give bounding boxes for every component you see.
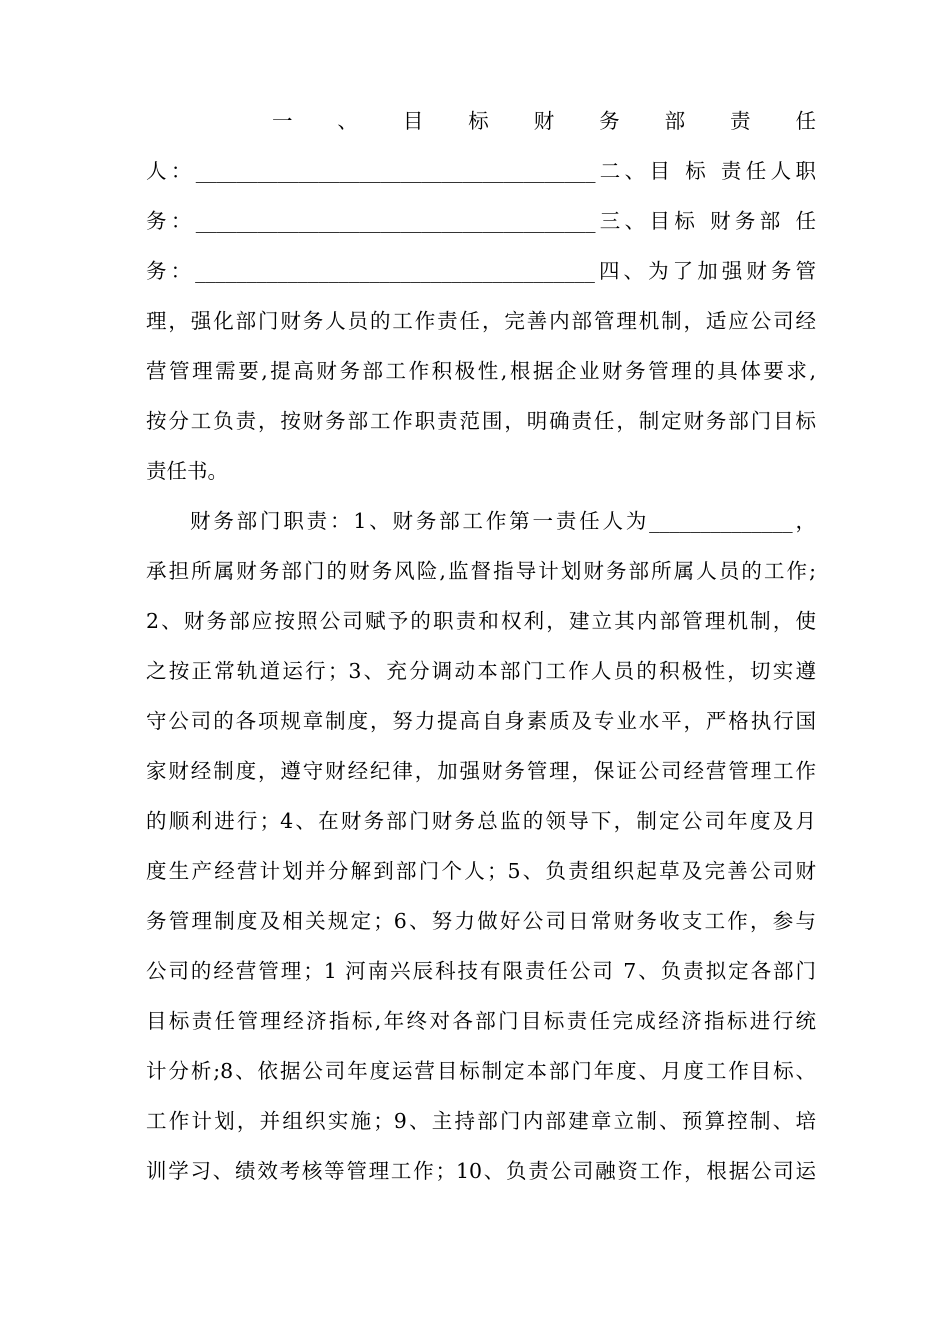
text-line: 务管理制度及相关规定；6、努力做好公司日常财务收支工作，参与 (146, 909, 816, 933)
text-line: 计分析;8、依据公司年度运营目标制定本部门年度、月度工作目标、 (146, 1059, 816, 1083)
text-line: 工作计划，并组织实施；9、主持部门内部建章立制、预算控制、培 (146, 1109, 816, 1133)
paragraph-first-line: 财务部门职责：1、财务部工作第一责任人为______________， (190, 509, 816, 533)
text-line: 守公司的各项规章制度，努力提高自身素质及专业水平，严格执行国 (146, 709, 816, 733)
text-line: 人：_______________________________________二、目 标 责任人职 (146, 159, 816, 183)
text-line: 公司的经营管理；1 河南兴辰科技有限责任公司 7、负责拟定各部门 (146, 959, 816, 983)
heading-line: 一 、 目 标 财 务 部 责 任 (272, 109, 816, 133)
text-line: 承担所属财务部门的财务风险,监督指导计划财务部所属人员的工作; (146, 559, 816, 583)
text-line: 理，强化部门财务人员的工作责任，完善内部管理机制，适应公司经 (146, 309, 816, 333)
text-line: 务：_______________________________________四、为了加强财务管 (146, 259, 816, 283)
text-line: 家财经制度，遵守财经纪律，加强财务管理，保证公司经营管理工作 (146, 759, 816, 783)
text-line: 目标责任管理经济指标,年终对各部门目标责任完成经济指标进行统 (146, 1009, 816, 1033)
text-line: 的顺利进行；4、在财务部门财务总监的领导下，制定公司年度及月 (146, 809, 816, 833)
text-line: 责任书。 (146, 459, 228, 483)
text-line: 营管理需要,提高财务部工作积极性,根据企业财务管理的具体要求, (146, 359, 816, 383)
text-line: 务：_______________________________________三、目标 财务部 任 (146, 209, 816, 233)
text-line: 按分工负责，按财务部工作职责范围，明确责任，制定财务部门目标 (146, 409, 816, 433)
text-line: 2、财务部应按照公司赋予的职责和权利，建立其内部管理机制，使 (146, 609, 816, 633)
text-line: 度生产经营计划并分解到部门个人；5、负责组织起草及完善公司财 (146, 859, 816, 883)
text-line: 之按正常轨道运行；3、充分调动本部门工作人员的积极性，切实遵 (146, 659, 816, 683)
text-line: 训学习、绩效考核等管理工作；10、负责公司融资工作，根据公司运 (146, 1159, 816, 1183)
